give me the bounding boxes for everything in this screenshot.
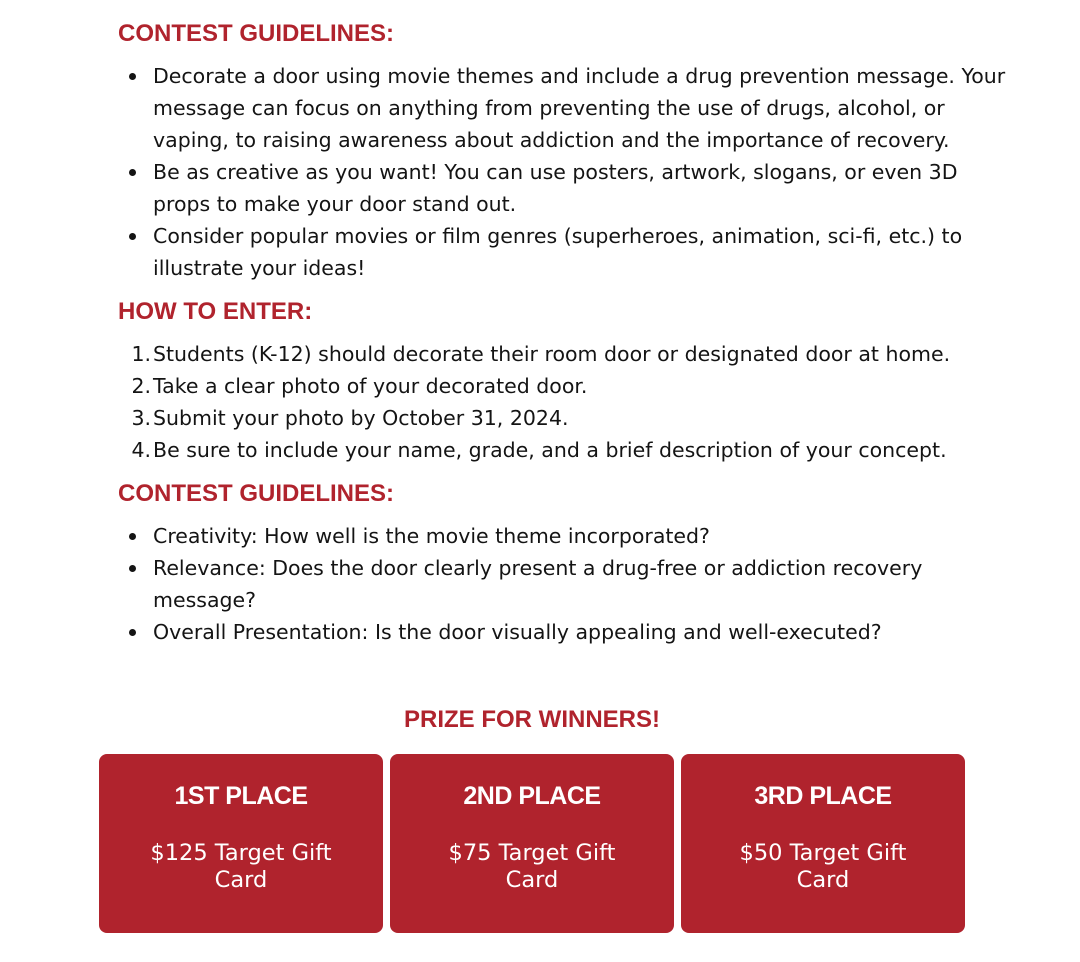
list-item [118,616,1018,648]
prize-place: 3RD PLACE [754,782,892,810]
prize-card-first [99,754,383,933]
list-item-text: Creativity: How well is the movie theme incorporated? [153,524,710,548]
bullet-icon [129,565,136,572]
how-to-enter-list [118,338,1018,466]
step-text: Submit your photo by October 31, 2024. [153,406,569,430]
how-to-enter-heading: HOW TO ENTER: [118,298,313,325]
prize-place: 2ND PLACE [463,782,601,810]
list-item [118,552,1018,616]
prize-reward: $75 Target Gift Card [448,840,616,893]
list-item [118,520,1018,552]
step-item [118,338,1018,370]
list-item [118,60,1018,156]
flyer-content [118,18,1018,660]
bullet-icon [129,233,136,240]
criteria-heading: CONTEST GUIDELINES: [118,480,395,507]
step-item [118,434,1018,466]
prize-heading: PRIZE FOR WINNERS! [404,706,660,733]
criteria-list [118,520,1018,648]
list-item-text: Be as creative as you want! You can use posters, artwork, slogans, or even 3D props to make your door stand out. [153,160,958,216]
guidelines-list [118,60,1018,284]
step-text: Be sure to include your name, grade, and a brief description of your concept. [153,438,947,462]
list-item-text: Decorate a door using movie themes and include a drug prevention message. Your message can focus on anything from preventing the use of drugs, alcohol, or vaping, to raising awareness about addiction and the importance of recovery. [153,64,1006,152]
bullet-icon [129,533,136,540]
step-text: Students (K-12) should decorate their room door or designated door at home. [153,342,951,366]
step-item [118,402,1018,434]
step-number: 1. [131,342,151,366]
step-item [118,370,1018,402]
list-item-text: Overall Presentation: Is the door visually appealing and well-executed? [153,620,882,644]
prize-place: 1ST PLACE [174,782,308,810]
list-item-text: Consider popular movies or film genres (superheroes, animation, sci-fi, etc.) to illustrate your ideas! [153,224,963,280]
prize-card-second [390,754,674,933]
list-item [118,220,1018,284]
guidelines-heading: CONTEST GUIDELINES: [118,20,395,47]
prize-card-third [681,754,965,933]
list-item [118,156,1018,220]
step-text: Take a clear photo of your decorated door. [153,374,588,398]
prize-reward: $50 Target Gift Card [739,840,907,893]
prize-reward: $125 Target Gift Card [150,840,332,893]
step-number: 4. [131,438,151,462]
bullet-icon [129,73,136,80]
list-item-text: Relevance: Does the door clearly present a drug-free or addiction recovery message? [153,556,923,612]
bullet-icon [129,169,136,176]
step-number: 3. [131,406,151,430]
step-number: 2. [131,374,151,398]
bullet-icon [129,629,136,636]
